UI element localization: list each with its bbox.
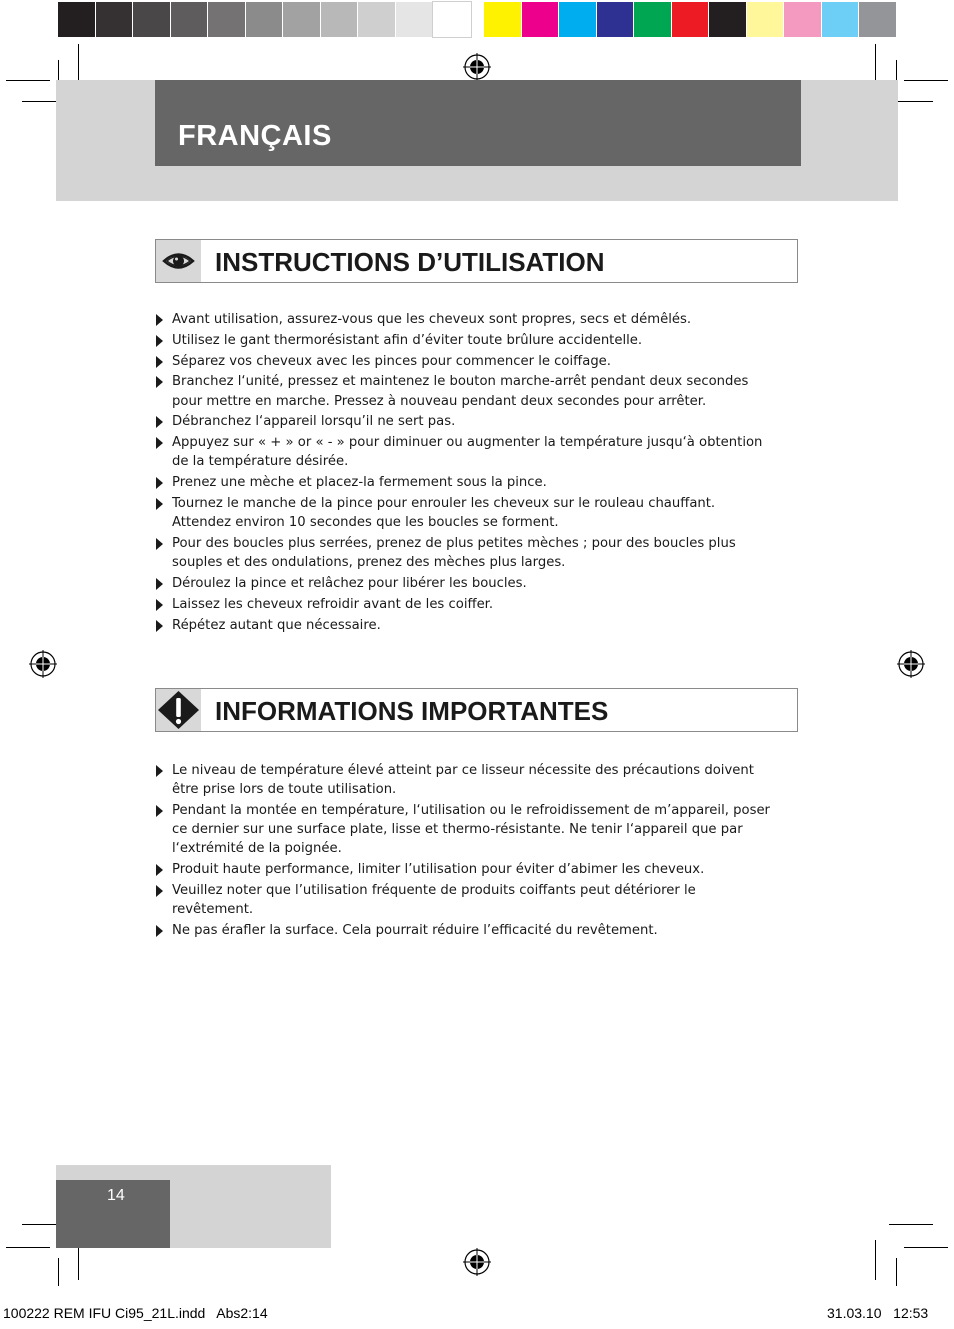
list-item-text: Ne pas érafler la surface. Cela pourrait réduire l’efficacité du revêtement. [172,923,658,938]
color-swatch [283,2,321,37]
list-item [155,331,775,350]
list-item-text: Branchez l‘unité, pressez et maintenez le bouton marche-arrêt pendant deux secondes pour mettre en marche. Pressez à nouveau pendant deux secondes pour arrêter. [172,374,749,409]
list-item-text: Débranchez l‘appareil lorsqu’il ne sert pas. [172,414,456,430]
file-slug: 100222 REM IFU Ci95_21L.indd Abs2:14 [3,1305,268,1321]
list-item [155,595,775,614]
color-swatch [246,2,284,37]
color-swatch [96,2,134,37]
bullet-arrow-icon [156,416,163,428]
registration-mark-icon [897,650,925,678]
list-item-text: Veuillez noter que l’utilisation fréquente de produits coiffants peut détériorer le revêtement. [172,883,696,918]
list-item-text: Appuyez sur « + » or « - » pour diminuer ou augmenter la température jusqu‘à obtention de la température désirée. [172,435,763,470]
list-item [155,616,775,635]
list-item-text: Utilisez le gant thermorésistant afin d’éviter toute brûlure accidentelle. [172,332,643,348]
bullet-arrow-icon [156,314,163,326]
color-swatch [634,2,672,37]
list-item-text: Séparez vos cheveux avec les pinces pour commencer le coiffage. [172,353,611,369]
section-icon-box [156,689,201,731]
registration-mark-icon [463,1248,491,1276]
bullet-arrow-icon [156,578,163,590]
color-swatch [171,2,209,37]
color-swatch [597,2,635,37]
color-swatch [747,2,785,37]
list-item [155,761,775,799]
section-header-important [155,688,798,732]
list-item-text: Avant utilisation, assurez-vous que les cheveux sont propres, secs et démêlés. [172,312,692,327]
color-swatch [208,2,246,37]
list-item [155,372,775,410]
color-swatch [522,2,560,37]
list-item [155,860,775,879]
page-title: FRANÇAIS [178,120,332,152]
list-item-text: Le niveau de température élevé atteint par ce lisseur nécessite des précautions doivent être prise lors de toute utilisation. [172,763,754,798]
section-title: INSTRUCTIONS D’UTILISATION [215,247,605,277]
date-slug: 31.03.10 12:53 [827,1305,929,1321]
warning-icon [156,689,201,731]
bullet-arrow-icon [156,765,163,777]
bullet-arrow-icon [156,335,163,347]
list-item [155,494,775,532]
color-swatch [822,2,860,37]
list-item [155,310,775,329]
list-item [155,473,775,492]
instructions-list [155,310,775,636]
color-swatch [784,2,822,37]
bullet-arrow-icon [156,498,163,510]
list-item [155,574,775,593]
color-swatch [672,2,710,37]
list-item-text: Tournez le manche de la pince pour enrouler les cheveux sur le rouleau chauffant. Attendez environ 10 secondes que les boucles se forment. [172,495,716,531]
list-item [155,352,775,371]
eye-icon [156,240,201,282]
list-item [155,801,775,859]
list-item-text: Déroulez la pince et relâchez pour libérer les boucles. [172,575,527,591]
list-item-text: Prenez une mèche et placez-la fermement sous la pince. [172,475,547,491]
bullet-arrow-icon [156,864,163,876]
color-swatch [58,2,96,37]
bullet-arrow-icon [156,599,163,611]
important-list [155,761,775,942]
list-item-text: Laissez les cheveux refroidir avant de les coiffer. [172,596,494,612]
bullet-arrow-icon [156,925,163,937]
list-item-text: Produit haute performance, limiter l’utilisation pour éviter d’abimer les cheveux. [172,862,705,878]
color-swatch [709,2,747,37]
bullet-arrow-icon [156,376,163,388]
section-icon-box [156,240,201,282]
color-swatch [396,2,434,37]
color-swatch [484,2,522,37]
list-item-text: Pendant la montée en température, l‘utilisation ou le refroidissement de m’appareil, poser ce dernier sur une surface plate, lisse et thermo-résistante. Ne tenir l‘appareil que par l‘extrémité de la poignée. [172,803,770,857]
registration-mark-icon [29,650,57,678]
color-swatch [859,2,897,37]
color-swatch [559,2,597,37]
list-item [155,881,775,919]
color-swatch [358,2,396,37]
section-header-instructions [155,239,798,283]
list-item-text: Pour des boucles plus serrées, prenez de plus petites mèches ; pour des boucles plus souples et des ondulations, prenez des mèches plus larges. [172,535,736,571]
bullet-arrow-icon [156,437,163,449]
bullet-arrow-icon [156,805,163,817]
list-item [155,412,775,431]
list-item [155,433,775,471]
bullet-arrow-icon [156,538,163,550]
color-swatch [321,2,359,37]
bullet-arrow-icon [156,620,163,632]
section-title: INFORMATIONS IMPORTANTES [215,696,609,726]
bullet-arrow-icon [156,885,163,897]
color-swatch [133,2,171,37]
list-item [155,534,775,572]
list-item [155,921,775,940]
page-number: 14 [107,1187,125,1204]
list-item-text: Répétez autant que nécessaire. [172,617,381,633]
bullet-arrow-icon [156,356,163,368]
bullet-arrow-icon [156,477,163,489]
registration-mark-icon [463,53,491,81]
color-swatch [433,2,471,37]
